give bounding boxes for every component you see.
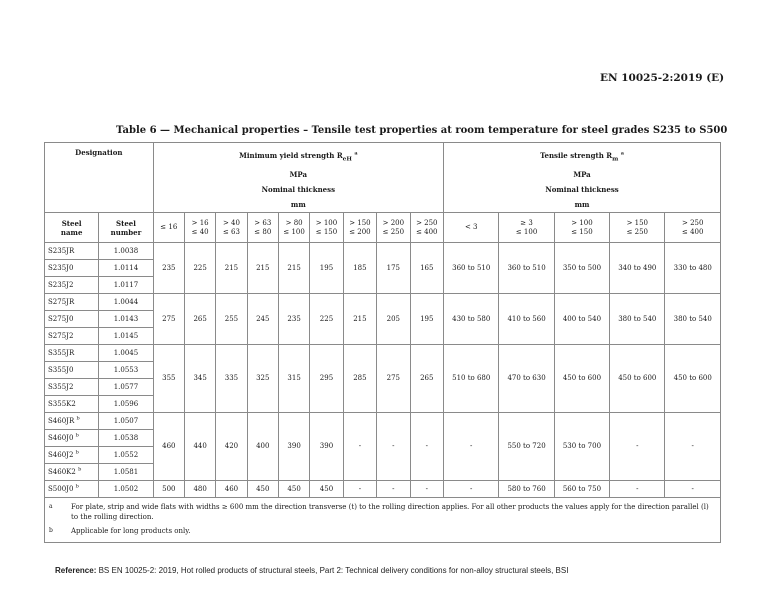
steel-number-text: 1.0596 bbox=[113, 399, 139, 408]
steel-number-text: 1.0552 bbox=[113, 450, 139, 459]
yield-thickness-col-8 bbox=[410, 213, 443, 243]
tensile-thickness-line1: ≥ 3 bbox=[520, 218, 533, 227]
yield-thickness-col-1 bbox=[184, 213, 215, 243]
steel-number-text: 1.0538 bbox=[113, 433, 139, 442]
yield-value: 185 bbox=[343, 243, 376, 294]
tensile-thickness-line1: > 250 bbox=[682, 218, 704, 227]
yield-thickness-col-4 bbox=[278, 213, 309, 243]
steel-name-text: S275JR bbox=[48, 297, 75, 306]
designation-header bbox=[45, 143, 154, 213]
yield-value: 275 bbox=[153, 294, 184, 345]
tensile-value: - bbox=[444, 481, 499, 498]
steel-number bbox=[99, 464, 153, 481]
tensile-thickness-col-3 bbox=[610, 213, 665, 243]
yield-value: 400 bbox=[247, 413, 278, 481]
yield-value: 225 bbox=[310, 294, 343, 345]
tensile-value: 510 to 680 bbox=[444, 345, 499, 413]
col-steel-name bbox=[45, 213, 99, 243]
tensile-value: 360 to 510 bbox=[444, 243, 499, 294]
table-row bbox=[45, 413, 721, 430]
tensile-thickness-line2: ≤ 100 bbox=[515, 227, 538, 236]
steel-footnote-mark: b bbox=[75, 432, 79, 439]
steel-number bbox=[99, 277, 153, 294]
yield-value: 245 bbox=[247, 294, 278, 345]
tensile-value: 360 to 510 bbox=[499, 243, 554, 294]
footnote-row bbox=[45, 498, 721, 543]
yield-thickness-line1: > 80 bbox=[285, 218, 303, 227]
yield-value: 215 bbox=[216, 243, 247, 294]
steel-number-text: 1.0114 bbox=[113, 263, 139, 272]
yield-value: 205 bbox=[377, 294, 410, 345]
header-row bbox=[45, 143, 721, 213]
tensile-thickness-line2: ≤ 150 bbox=[571, 227, 593, 236]
steel-name-text: S235JR bbox=[48, 246, 75, 255]
yield-thickness-line2: ≤ 250 bbox=[382, 227, 405, 236]
steel-footnote-mark: b bbox=[78, 466, 82, 473]
yield-value: 460 bbox=[216, 481, 247, 498]
tensile-value: 560 to 750 bbox=[554, 481, 609, 498]
yield-value: 450 bbox=[278, 481, 309, 498]
footnote bbox=[49, 502, 714, 522]
yield-value: 195 bbox=[310, 243, 343, 294]
steel-name bbox=[45, 447, 99, 464]
steel-name bbox=[45, 413, 99, 430]
yield-value: 215 bbox=[247, 243, 278, 294]
tensile-value: - bbox=[665, 481, 721, 498]
yield-value: 390 bbox=[310, 413, 343, 481]
steel-number bbox=[99, 379, 153, 396]
yield-thickness-line1: > 100 bbox=[315, 218, 338, 227]
steel-name-text: S500J0 bbox=[48, 484, 74, 493]
yield-value: 315 bbox=[278, 345, 309, 413]
steel-name bbox=[45, 379, 99, 396]
yield-thickness-line2: ≤ 100 bbox=[283, 227, 305, 236]
steel-number bbox=[99, 447, 153, 464]
col_steel_name-line1: Steel bbox=[61, 218, 82, 228]
tensile-mm: mm bbox=[574, 200, 590, 210]
tensile-value: - bbox=[444, 413, 499, 481]
steel-name-text: S275J2 bbox=[48, 331, 74, 340]
yield-value: - bbox=[410, 413, 443, 481]
yield-value: 440 bbox=[184, 413, 215, 481]
footnote-text: For plate, strip and wide flats with widths ≥ 600 mm the direction transverse (t) to the rolling direction applies. For all other products the values apply for the direction parallel (l) to the rolling direction. bbox=[71, 503, 709, 522]
tensile-unit: MPa bbox=[573, 170, 591, 180]
tensile-thickness-col-2 bbox=[554, 213, 609, 243]
yield-thickness-col-5 bbox=[310, 213, 343, 243]
reference-label: Reference: bbox=[55, 566, 97, 575]
yield-thickness-col-2 bbox=[216, 213, 247, 243]
col_steel_name-line2: name bbox=[60, 227, 83, 237]
yield-thickness-col-3 bbox=[247, 213, 278, 243]
yield-value: - bbox=[343, 481, 376, 498]
steel-number bbox=[99, 243, 153, 260]
yield-value: 265 bbox=[184, 294, 215, 345]
steel-footnote-mark: b bbox=[75, 449, 79, 456]
steel-number-text: 1.0577 bbox=[113, 382, 139, 391]
steel-name-text: S275J0 bbox=[48, 314, 74, 323]
yield-value: 460 bbox=[153, 413, 184, 481]
steel-name-text: S235J2 bbox=[48, 280, 74, 289]
col-steel-number bbox=[99, 213, 153, 243]
yield-value: - bbox=[377, 481, 410, 498]
steel-name-text: S235J0 bbox=[48, 263, 74, 272]
yield-value: 450 bbox=[310, 481, 343, 498]
yield-value: 215 bbox=[343, 294, 376, 345]
tensile-value: 430 to 580 bbox=[444, 294, 499, 345]
yield-thickness-line2: ≤ 63 bbox=[222, 227, 240, 236]
tensile-value: 450 to 600 bbox=[665, 345, 721, 413]
steel-number bbox=[99, 260, 153, 277]
steel-number bbox=[99, 396, 153, 413]
yield-title: Minimum yield strength R bbox=[239, 151, 343, 160]
yield-thickness-col-6 bbox=[343, 213, 376, 243]
mechanical-properties-table bbox=[44, 142, 721, 543]
steel-name bbox=[45, 277, 99, 294]
yield-thickness-line1: > 250 bbox=[416, 218, 438, 227]
steel-name-text: S460J0 bbox=[48, 433, 74, 442]
yield-thickness-line1: ≤ 16 bbox=[160, 223, 178, 232]
tensile-thickness-line2: ≤ 400 bbox=[682, 227, 704, 236]
yield-value: 355 bbox=[153, 345, 184, 413]
steel-name bbox=[45, 481, 99, 498]
tensile-value: - bbox=[610, 481, 665, 498]
tensile-value: - bbox=[665, 413, 721, 481]
steel-number bbox=[99, 430, 153, 447]
steel-name-text: S355J2 bbox=[48, 382, 74, 391]
yield-thickness-col-7 bbox=[377, 213, 410, 243]
tensile-thickness-line2: ≤ 250 bbox=[626, 227, 649, 236]
steel-number-text: 1.0581 bbox=[113, 467, 139, 476]
yield-value: 225 bbox=[184, 243, 215, 294]
yield-value: 390 bbox=[278, 413, 309, 481]
standard-number: EN 10025-2:2019 (E) bbox=[600, 72, 725, 84]
steel-number bbox=[99, 413, 153, 430]
yield-value: 235 bbox=[278, 294, 309, 345]
yield-value: 235 bbox=[153, 243, 184, 294]
tensile-value: 550 to 720 bbox=[499, 413, 554, 481]
column-header-row bbox=[45, 213, 721, 243]
tensile-footnote-mark: a bbox=[620, 150, 624, 157]
yield-value: 325 bbox=[247, 345, 278, 413]
tensile-thickness-col-4 bbox=[665, 213, 721, 243]
tensile-value: 530 to 700 bbox=[554, 413, 609, 481]
tensile-symbol-sub: m bbox=[612, 156, 619, 163]
steel-number bbox=[99, 328, 153, 345]
table-row bbox=[45, 294, 721, 311]
yield-value: 255 bbox=[216, 294, 247, 345]
steel-name bbox=[45, 362, 99, 379]
steel-name bbox=[45, 345, 99, 362]
steel-number-text: 1.0143 bbox=[113, 314, 139, 323]
footnote bbox=[49, 526, 714, 536]
yield-value: 285 bbox=[343, 345, 376, 413]
tensile-value: 380 to 540 bbox=[665, 294, 721, 345]
tensile-value: - bbox=[610, 413, 665, 481]
yield-thickness-line2: ≤ 150 bbox=[315, 227, 338, 236]
yield-value: - bbox=[343, 413, 376, 481]
yield-thickness-line1: > 150 bbox=[349, 218, 371, 227]
yield-mm: mm bbox=[290, 200, 306, 210]
yield-thickness-line2: ≤ 80 bbox=[254, 227, 272, 236]
steel-footnote-mark: b bbox=[75, 483, 79, 490]
yield-value: 335 bbox=[216, 345, 247, 413]
table-row bbox=[45, 243, 721, 260]
yield-thickness-line2: ≤ 400 bbox=[416, 227, 438, 236]
yield-thick: Nominal thickness bbox=[261, 185, 336, 195]
steel-name-text: S460J2 bbox=[48, 450, 74, 459]
yield-value: 165 bbox=[410, 243, 443, 294]
tensile-title: Tensile strength R bbox=[540, 151, 613, 160]
yield-value: 450 bbox=[247, 481, 278, 498]
yield-value: - bbox=[410, 481, 443, 498]
steel-number-text: 1.0045 bbox=[113, 348, 139, 357]
steel-number-text: 1.0044 bbox=[113, 297, 139, 306]
steel-number-text: 1.0553 bbox=[113, 365, 139, 374]
footnote-mark: b bbox=[49, 527, 53, 535]
steel-name bbox=[45, 311, 99, 328]
col_steel_number-line2: number bbox=[110, 227, 142, 237]
yield-thickness-line1: > 16 bbox=[191, 218, 209, 227]
yield-value: 420 bbox=[216, 413, 247, 481]
tensile-value: 330 to 480 bbox=[665, 243, 721, 294]
steel-number bbox=[99, 311, 153, 328]
table-title: Table 6 — Mechanical properties – Tensile test properties at room temperature for steel grades S235 to S500 bbox=[116, 125, 728, 136]
steel-name-text: S355K2 bbox=[48, 399, 76, 408]
steel-name bbox=[45, 243, 99, 260]
tensile-thickness-line1: > 100 bbox=[571, 218, 593, 227]
col_steel_number-line1: Steel bbox=[116, 218, 136, 228]
steel-number-text: 1.0117 bbox=[113, 280, 139, 289]
yield-value: 500 bbox=[153, 481, 184, 498]
tensile-value: 450 to 600 bbox=[610, 345, 665, 413]
steel-name-text: S460JR bbox=[48, 416, 75, 425]
steel-name bbox=[45, 260, 99, 277]
table-row bbox=[45, 345, 721, 362]
steel-name bbox=[45, 464, 99, 481]
yield-thickness-col-0 bbox=[153, 213, 184, 243]
tensile-thickness-col-0 bbox=[444, 213, 499, 243]
steel-number-text: 1.0507 bbox=[113, 416, 139, 425]
steel-number-text: 1.0502 bbox=[113, 484, 139, 493]
tensile-thickness-col-1 bbox=[499, 213, 554, 243]
tensile-thick: Nominal thickness bbox=[545, 185, 619, 195]
steel-number bbox=[99, 481, 153, 498]
yield-thickness-line1: > 200 bbox=[382, 218, 405, 227]
tensile-value: 580 to 760 bbox=[499, 481, 554, 498]
tensile-value: 350 to 500 bbox=[554, 243, 609, 294]
yield-value: 215 bbox=[278, 243, 309, 294]
yield-value: 345 bbox=[184, 345, 215, 413]
tensile-value: 470 to 630 bbox=[499, 345, 554, 413]
steel-number-text: 1.0145 bbox=[113, 331, 139, 340]
steel-name bbox=[45, 328, 99, 345]
footnote-mark: a bbox=[49, 503, 53, 511]
steel-name-text: S355J0 bbox=[48, 365, 74, 374]
yield-thickness-line2: ≤ 200 bbox=[349, 227, 371, 236]
yield-footnote-mark: a bbox=[354, 150, 358, 157]
footnote-text: Applicable for long products only. bbox=[71, 527, 191, 536]
yield-value: 175 bbox=[377, 243, 410, 294]
yield-thickness-line1: > 63 bbox=[254, 218, 272, 227]
steel-number bbox=[99, 345, 153, 362]
steel-number bbox=[99, 294, 153, 311]
tensile-value: 400 to 540 bbox=[554, 294, 609, 345]
steel-footnote-mark: b bbox=[76, 415, 80, 422]
yield-value: 480 bbox=[184, 481, 215, 498]
steel-name bbox=[45, 294, 99, 311]
yield-value: 295 bbox=[310, 345, 343, 413]
reference-line bbox=[55, 566, 568, 575]
tensile-value: 410 to 560 bbox=[499, 294, 554, 345]
yield-strength-header bbox=[153, 143, 443, 213]
yield-value: 195 bbox=[410, 294, 443, 345]
yield-symbol-sub: eH bbox=[342, 156, 352, 163]
steel-name bbox=[45, 396, 99, 413]
yield-value: 265 bbox=[410, 345, 443, 413]
steel-number bbox=[99, 362, 153, 379]
reference-text: BS EN 10025-2: 2019, Hot rolled products of structural steels, Part 2: Technical delivery conditions for non-alloy structural steels, BSI bbox=[96, 566, 569, 575]
footnotes bbox=[45, 498, 721, 543]
designation-label: Designation bbox=[75, 148, 123, 157]
yield-thickness-line2: ≤ 40 bbox=[191, 227, 209, 236]
tensile-thickness-line1: > 150 bbox=[626, 218, 649, 227]
tensile-value: 380 to 540 bbox=[610, 294, 665, 345]
yield-value: 275 bbox=[377, 345, 410, 413]
steel-name-text: S460K2 bbox=[48, 467, 76, 476]
tensile-thickness-line1: < 3 bbox=[464, 223, 478, 232]
table-row bbox=[45, 481, 721, 498]
steel-number-text: 1.0038 bbox=[113, 246, 139, 255]
tensile-value: 340 to 490 bbox=[610, 243, 665, 294]
tensile-strength-header bbox=[444, 143, 721, 213]
yield-unit: MPa bbox=[289, 170, 308, 180]
tensile-value: 450 to 600 bbox=[554, 345, 609, 413]
steel-name-text: S355JR bbox=[48, 348, 75, 357]
yield-value: - bbox=[377, 413, 410, 481]
steel-name bbox=[45, 430, 99, 447]
yield-thickness-line1: > 40 bbox=[222, 218, 240, 227]
